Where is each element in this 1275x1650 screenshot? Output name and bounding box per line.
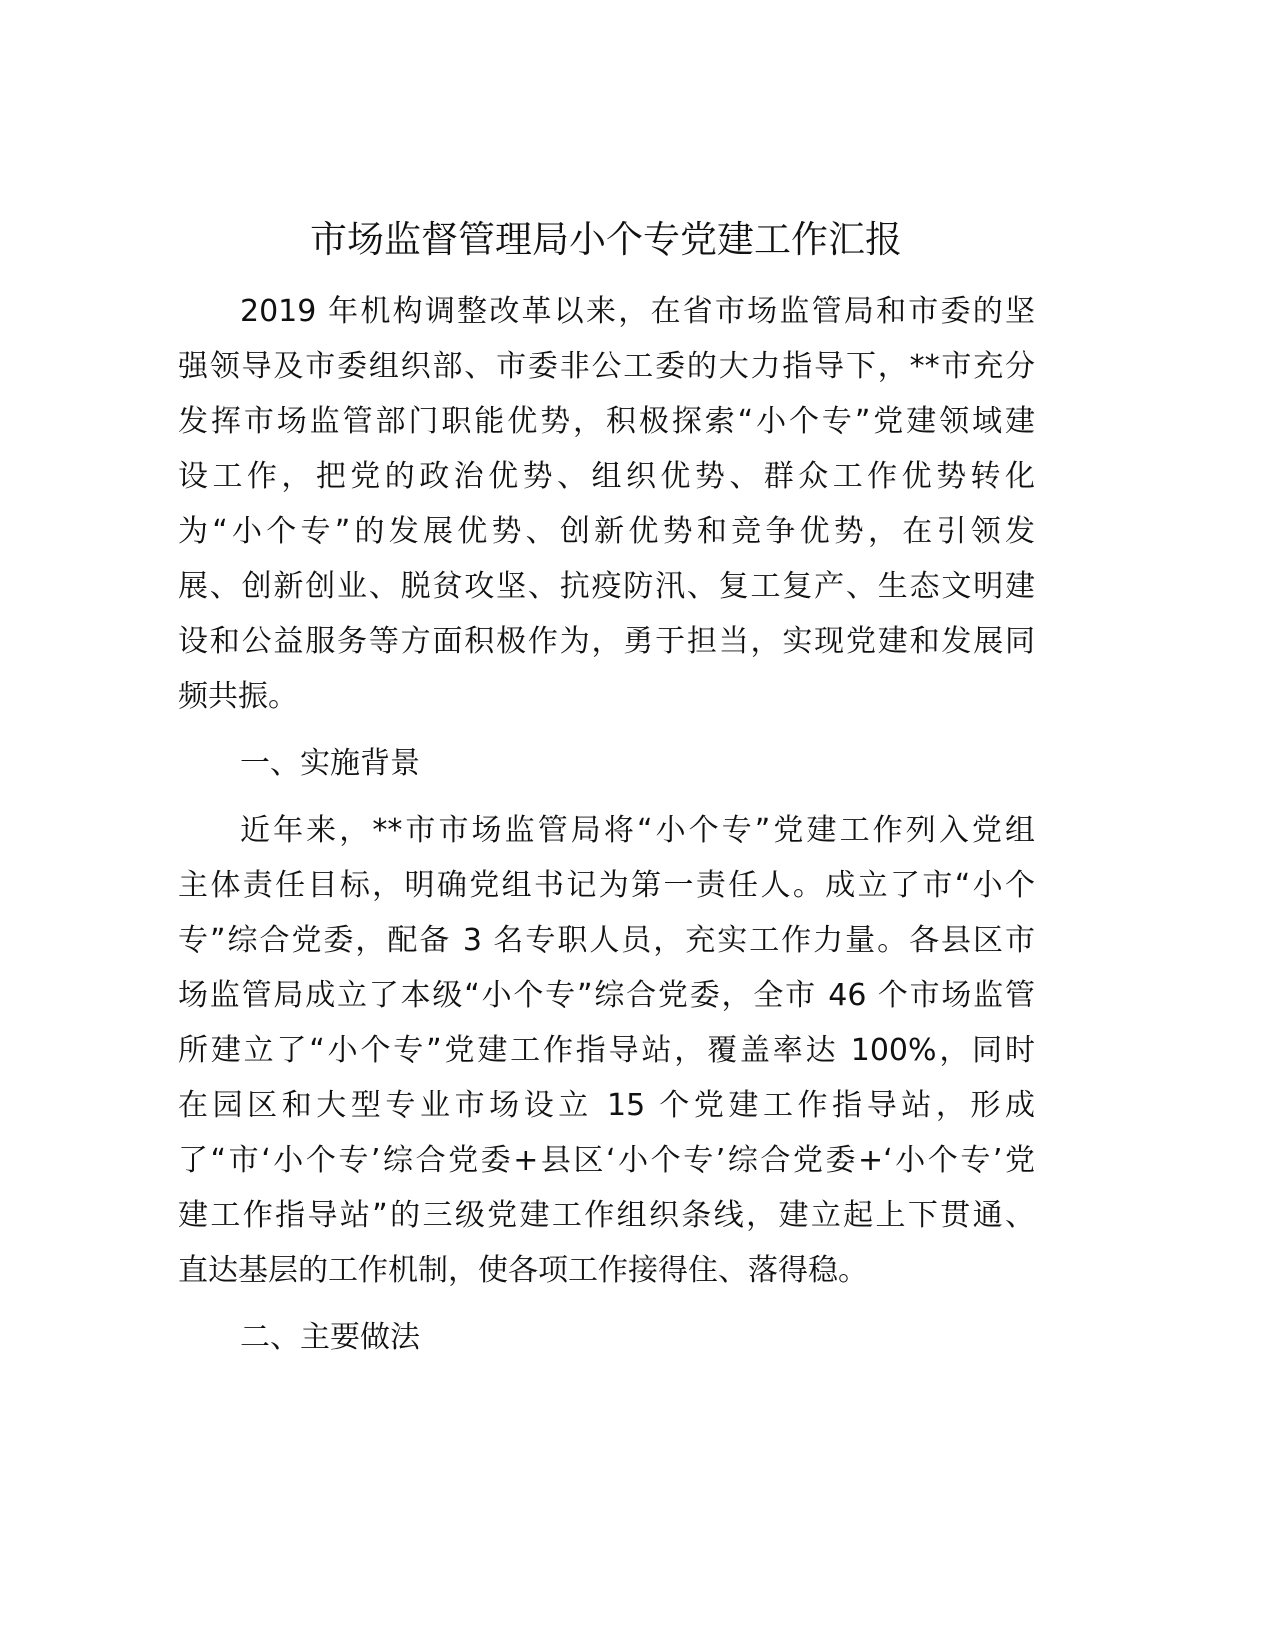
text-line: 强领导及市委组织部、市委非公工委的大力指导下，**市充分 bbox=[178, 349, 1035, 384]
text-line: 近年来，**市市场监管局将“小个专”党建工作列入党组 bbox=[240, 813, 1035, 848]
text-line: 直达基层的工作机制，使各项工作接得住、落得稳。 bbox=[178, 1253, 868, 1288]
section-heading bbox=[178, 736, 1035, 791]
text-line: 了“市‘小个专’综合党委+县区‘小个专’综合党委+‘小个专’党 bbox=[178, 1143, 1035, 1178]
text-line: 频共振。 bbox=[178, 679, 298, 714]
text-line: 场监管局成立了本级“小个专”综合党委，全市 46 个市场监管 bbox=[178, 978, 1035, 1013]
text-line: 2019 年机构调整改革以来，在省市场监管局和市委的坚 bbox=[240, 294, 1035, 329]
text-line: 在园区和大型专业市场设立 15 个党建工作指导站，形成 bbox=[178, 1088, 1035, 1123]
section-heading bbox=[178, 1310, 1035, 1365]
paragraph bbox=[178, 803, 1035, 1298]
text-line: 主体责任目标，明确党组书记为第一责任人。成立了市“小个 bbox=[178, 868, 1035, 903]
text-line: 二、主要做法 bbox=[240, 1320, 420, 1355]
paragraph bbox=[178, 284, 1035, 724]
text-line: 设和公益服务等方面积极作为，勇于担当，实现党建和发展同 bbox=[178, 624, 1035, 659]
text-line: 所建立了“小个专”党建工作指导站，覆盖率达 100%，同时 bbox=[178, 1033, 1035, 1068]
text-line: 设工作，把党的政治优势、组织优势、群众工作优势转化 bbox=[178, 459, 1035, 494]
text-line: 为“小个专”的发展优势、创新优势和竞争优势，在引领发 bbox=[178, 514, 1035, 549]
text-line: 专”综合党委，配备 3 名专职人员，充实工作力量。各县区市 bbox=[178, 923, 1035, 958]
document-title: 市场监督管理局小个专党建工作汇报 bbox=[310, 218, 902, 261]
document-body bbox=[178, 284, 1035, 1377]
text-line: 发挥市场监管部门职能优势，积极探索“小个专”党建领域建 bbox=[178, 404, 1035, 439]
text-line: 一、实施背景 bbox=[240, 746, 420, 781]
text-line: 建工作指导站”的三级党建工作组织条线，建立起上下贯通、 bbox=[178, 1198, 1035, 1233]
text-line: 展、创新创业、脱贫攻坚、抗疫防汛、复工复产、生态文明建 bbox=[178, 569, 1035, 604]
